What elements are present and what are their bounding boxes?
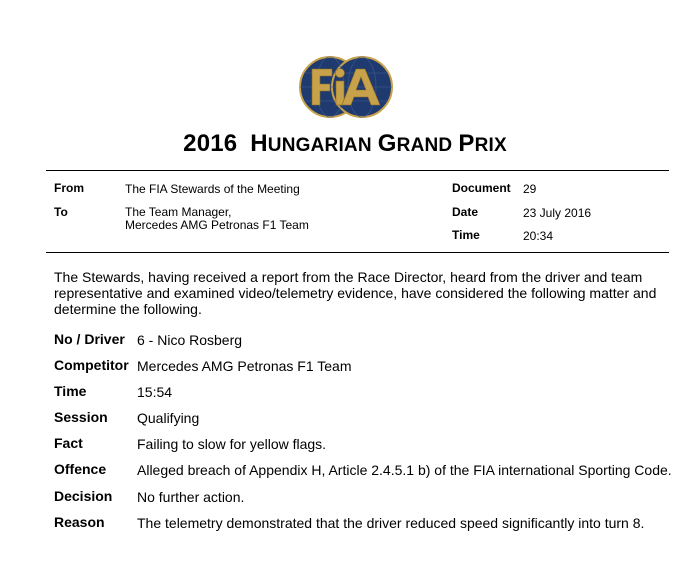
to-label: To (54, 205, 68, 219)
document-value: 29 (523, 182, 537, 196)
date-label: Date (452, 205, 479, 219)
fia-logo (298, 55, 394, 119)
detail-value: 15:54 (137, 384, 173, 400)
to-value-line2: Mercedes AMG Petronas F1 Team (125, 218, 309, 232)
detail-value: Failing to slow for yellow flags. (137, 436, 327, 452)
detail-value: Alleged breach of Appendix H, Article 2.4.5.1 b) of the FIA international Sporting Code. (137, 462, 672, 478)
header-rule-top (46, 170, 669, 171)
date-value: 23 July 2016 (523, 206, 592, 220)
title-word: GRAND (377, 130, 453, 157)
from-label: From (54, 181, 84, 195)
detail-value: 6 - Nico Rosberg (137, 332, 243, 348)
time-value: 20:34 (523, 229, 554, 243)
detail-value: Qualifying (137, 410, 200, 426)
document-label: Document (452, 181, 511, 195)
to-value-line1: The Team Manager, (125, 205, 232, 219)
detail-label: Fact (54, 435, 83, 451)
title-word: PRIX (458, 130, 507, 157)
title-year: 2016 (183, 130, 238, 157)
intro-paragraph: The Stewards, having received a report from the Race Director, heard from the driver and team representative and examined video/telemetry evidence, have considered the following matter and determine the following. (54, 269, 657, 317)
detail-value: The telemetry demonstrated that the driver reduced speed significantly into turn 8. (137, 515, 645, 531)
detail-label: Reason (54, 514, 105, 530)
page-title (0, 130, 690, 158)
detail-value: Mercedes AMG Petronas F1 Team (137, 358, 352, 374)
detail-label: Offence (54, 461, 107, 477)
title-word: HUNGARIAN (250, 130, 372, 157)
from-value: The FIA Stewards of the Meeting (125, 182, 300, 196)
detail-label: Time (54, 383, 87, 399)
time-label: Time (452, 228, 480, 242)
detail-value: No further action. (137, 489, 245, 505)
detail-label: Competitor (54, 357, 129, 373)
title-words (244, 130, 507, 157)
detail-label: Session (54, 409, 108, 425)
header-rule-bottom (46, 252, 669, 253)
detail-label: No / Driver (54, 331, 125, 347)
detail-label: Decision (54, 488, 113, 504)
